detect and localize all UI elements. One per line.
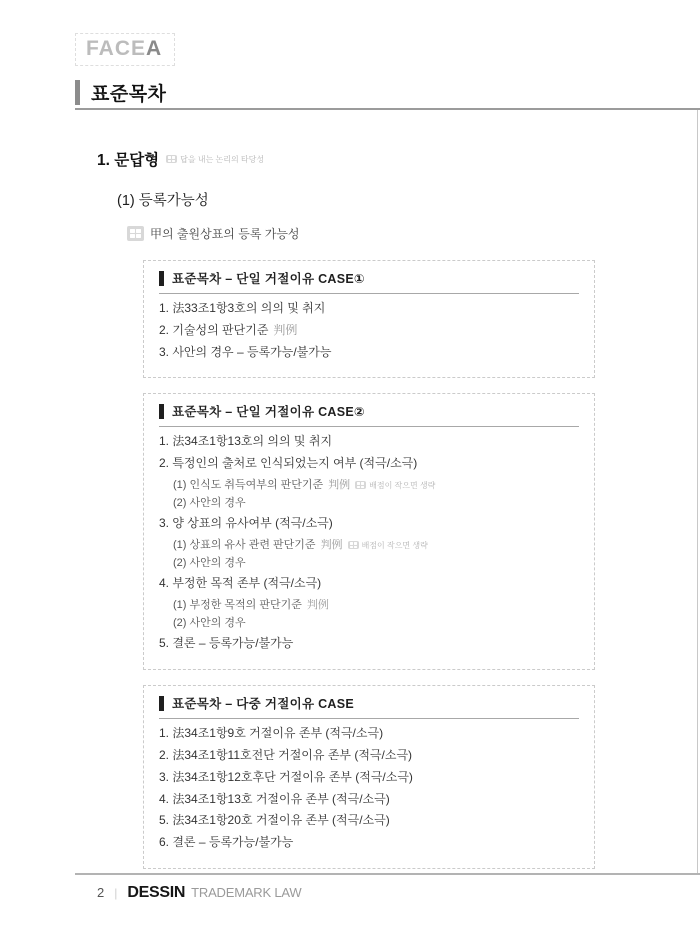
toc-item (159, 793, 579, 807)
section-note-text: 답을 내는 논리의 타당성 (180, 154, 265, 164)
toc-item-text: (2) 사안의 경우 (173, 556, 246, 569)
footer-divider: | (114, 886, 118, 900)
question-line (127, 225, 300, 242)
facea-logo (75, 33, 175, 66)
toc-box-items (159, 727, 579, 850)
toc-item-text: (1) 상표의 유사 관련 판단기준 (173, 539, 316, 552)
page-footer (97, 884, 301, 902)
toc-subitem (173, 497, 579, 510)
toc-box-items (159, 435, 579, 651)
toc-box-title: 표준목차 – 단일 거절이유 CASE① (172, 272, 365, 286)
toc-item (159, 457, 579, 471)
toc-item (159, 814, 579, 828)
toc-box-single-case1 (143, 260, 595, 378)
title-rule (75, 108, 700, 110)
grid-badge-icon (127, 226, 144, 241)
grid-badge-icon (166, 155, 177, 163)
toc-item-text: 3. 양 상표의 유사여부 (적극/소극) (159, 516, 333, 531)
page-title: 표준목차 (91, 84, 167, 105)
grid-badge-icon (355, 481, 366, 489)
case-ref: 判例 (306, 599, 329, 612)
toc-item-text: 2. 특정인의 출처로 인식되었는지 여부 (적극/소극) (159, 456, 418, 471)
right-margin-line (697, 110, 698, 874)
toc-box-heading (159, 402, 579, 427)
toc-item (159, 302, 579, 316)
grid-badge-icon (348, 541, 359, 549)
section-heading-text: 1. 문답형 (97, 152, 160, 169)
toc-subitem (173, 479, 579, 492)
heading-bar (159, 404, 164, 419)
toc-subitem (173, 617, 579, 630)
omission-note-text: 배점이 작으면 생략 (369, 480, 436, 490)
toc-item (159, 836, 579, 850)
toc-box-heading (159, 269, 579, 294)
toc-item-text: 5. 法34조1항20호 거절이유 존부 (적극/소극) (159, 813, 390, 828)
toc-item (159, 577, 579, 591)
toc-item-text: 6. 결론 – 등록가능/불가능 (159, 835, 294, 850)
brand-name: DESSIN (127, 884, 186, 901)
omission-note (348, 541, 428, 550)
toc-box-title: 표준목차 – 단일 거절이유 CASE② (172, 405, 365, 420)
toc-item (159, 749, 579, 763)
brand-suffix: TRADEMARK LAW (191, 885, 302, 900)
section-heading (97, 148, 264, 170)
omission-note-text: 배점이 작으면 생략 (361, 540, 428, 550)
case-ref: 判例 (320, 539, 343, 552)
toc-subitem (173, 557, 579, 570)
toc-item (159, 324, 579, 338)
toc-subitem (173, 539, 579, 552)
toc-item-text: 3. 사안의 경우 – 등록가능/불가능 (159, 344, 332, 359)
toc-item-text: 5. 결론 – 등록가능/불가능 (159, 636, 294, 651)
toc-item-text: (2) 사안의 경우 (173, 496, 246, 509)
toc-item (159, 435, 579, 449)
logo-text-light: FACE (86, 37, 147, 60)
heading-bar (159, 696, 164, 711)
toc-item-text: 1. 法34조1항9호 거절이유 존부 (적극/소극) (159, 726, 384, 741)
question-text: 甲의 출원상표의 등록 가능성 (150, 227, 300, 241)
toc-item-text: 3. 法34조1항12호후단 거절이유 존부 (적극/소극) (159, 769, 413, 784)
omission-note (355, 481, 435, 490)
toc-item-text: (1) 인식도 취득여부의 판단기준 (173, 478, 324, 491)
toc-box-title: 표준목차 – 다중 거절이유 CASE (172, 697, 355, 712)
toc-item-text: 1. 法34조1항13호의 의의 및 취지 (159, 434, 333, 449)
toc-item (159, 346, 579, 360)
footer-rule (75, 873, 700, 875)
subsection-heading: (1) 등록가능성 (117, 193, 209, 209)
toc-item-text: 1. 法33조1항3호의 의의 및 취지 (159, 301, 326, 315)
toc-item (159, 727, 579, 741)
case-ref: 判例 (273, 322, 298, 337)
title-accent-bar (75, 80, 80, 105)
toc-boxes-column (143, 260, 595, 884)
toc-item (159, 637, 579, 651)
logo-text-dark: A (146, 37, 163, 60)
toc-item-text: (1) 부정한 목적의 판단기준 (173, 599, 302, 612)
toc-box-single-case2 (143, 393, 595, 670)
toc-item (159, 771, 579, 785)
toc-item-text: 2. 法34조1항11호전단 거절이유 존부 (적극/소극) (159, 748, 413, 763)
toc-item-text: 4. 法34조1항13호 거절이유 존부 (적극/소극) (159, 791, 390, 806)
case-ref: 判例 (328, 478, 351, 491)
page-title-block (75, 79, 166, 106)
section-note (166, 154, 264, 165)
toc-item (159, 517, 579, 531)
toc-item-text: (2) 사안의 경우 (173, 616, 246, 629)
page-number: 2 (97, 885, 105, 900)
heading-bar (159, 271, 164, 286)
toc-item-text: 4. 부정한 목적 존부 (적극/소극) (159, 576, 322, 591)
toc-item-text: 2. 기술성의 판단기준 (159, 322, 269, 337)
toc-box-heading (159, 694, 579, 719)
toc-box-multi-case (143, 685, 595, 869)
toc-subitem (173, 599, 579, 612)
toc-box-items (159, 302, 579, 359)
